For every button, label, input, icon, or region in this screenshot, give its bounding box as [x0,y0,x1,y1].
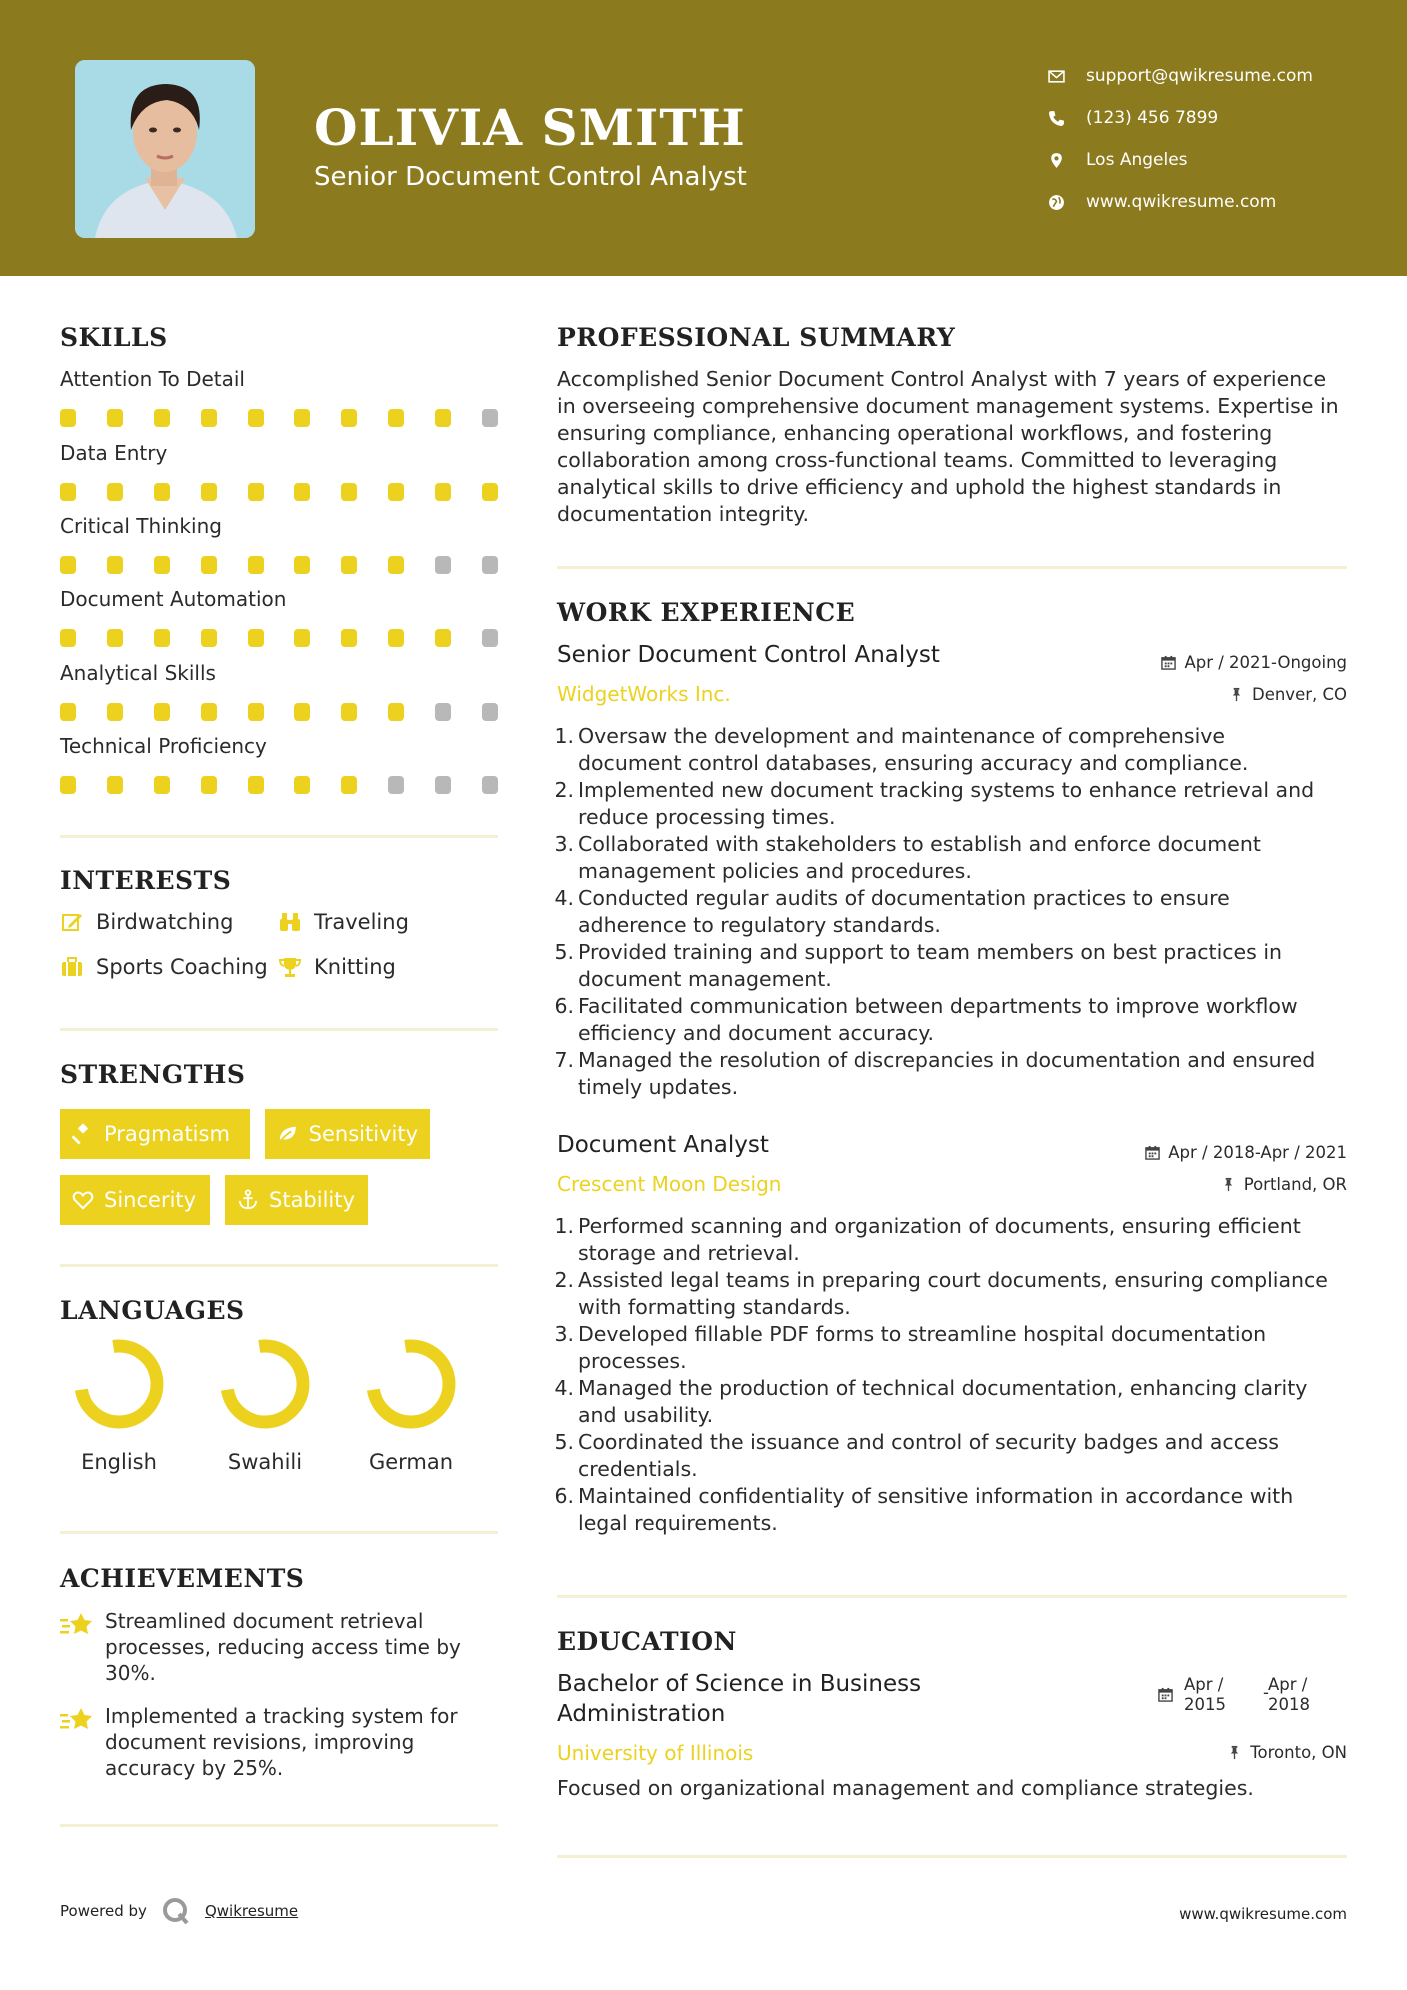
skill-dot [341,776,357,794]
skill-rating [60,629,498,647]
skill-dot [482,556,498,574]
skill-dot [154,409,170,427]
language-name: Swahili [227,1450,303,1474]
summary-text: Accomplished Senior Document Control Analyst with 7 years of experience in overseeing comprehensive document management systems. Expertise in ensuring compliance, enhancing operational workflows, and fostering collaboration among cross-functional teams. Committed to leveraging analytical skills to drive efficiency and uphold the highest standards in documentation integrity. [557,367,1339,526]
skill-dot [435,776,451,794]
bullet-number: 5. [554,1430,574,1454]
strength-tag [225,1175,368,1225]
section-divider [60,835,498,838]
skill-dot [107,703,123,721]
bullet-text: Oversaw the development and maintenance of comprehensive [578,724,1226,748]
skill-rating [60,409,498,427]
skill-dot [201,556,217,574]
skill-dot [107,409,123,427]
education-start-month: Apr / [1184,1675,1224,1694]
achievement-item [60,1608,498,1686]
bullet-text: adherence to regulatory standards. [578,913,941,937]
bullet-number: 5. [554,940,574,964]
achievement-text: Implemented a tracking system for document revisions, improving accuracy by 25%. [105,1704,458,1780]
anchor-icon [237,1189,259,1211]
location-pin-icon [1048,152,1086,169]
skill-dot [60,703,76,721]
skill-dot [435,703,451,721]
heart-icon [72,1189,94,1211]
bullet-text: and usability. [578,1403,714,1427]
job-bullet-line [552,777,1352,804]
job-bullet-line [552,993,1352,1020]
bullet-text: Managed the production of technical documentation, enhancing clarity [578,1376,1308,1400]
pushpin-icon [1229,687,1244,702]
skill-dot [388,776,404,794]
skill-dot [248,776,264,794]
skill-item [60,367,500,427]
interest-item [60,955,268,979]
phone-icon [1048,110,1086,127]
skill-dot [388,483,404,501]
bullet-text: Performed scanning and organization of documents, ensuring efficient [578,1214,1301,1238]
gavel-icon [72,1123,94,1145]
bullet-number: 3. [554,1322,574,1346]
summary-heading: PROFESSIONAL SUMMARY [557,323,956,352]
job-bullet-line [552,831,1352,858]
language-item [351,1338,471,1474]
job-bullet-line [552,1267,1352,1294]
strength-label: Stability [269,1188,355,1212]
skill-dot [294,629,310,647]
contact-location [1048,139,1388,181]
skill-dot [60,556,76,574]
education-end-month: Apr / [1268,1675,1308,1694]
interest-item [278,955,396,979]
skill-item [60,734,500,794]
bullet-number: 6. [554,1484,574,1508]
skill-dot [201,629,217,647]
bullet-number: 4. [554,886,574,910]
bullet-number [552,750,574,777]
language-level-ring [73,1338,165,1430]
job-bullet-line [552,1294,1352,1321]
bullet-text: Maintained confidentiality of sensitive information in accordance with [578,1484,1294,1508]
bullet-number [552,1456,574,1483]
bullet-number: 3. [554,832,574,856]
skill-dot [435,409,451,427]
shooting-star-icon [60,1610,94,1640]
bullet-number [552,966,574,993]
strength-label: Sincerity [104,1188,197,1212]
interest-label: Birdwatching [96,910,234,934]
bullet-number: 4. [554,1376,574,1400]
skill-dot [248,409,264,427]
job-bullet-list [552,723,1352,1101]
leaf-icon [277,1123,299,1145]
job-bullet-line [552,804,1352,831]
education-location-text: Toronto, ON [1250,1743,1347,1762]
skill-dot [294,409,310,427]
portrait-image [75,60,255,238]
bullet-text: Collaborated with stakeholders to establish and enforce document [578,832,1261,856]
section-divider [557,1855,1347,1858]
interest-label: Traveling [314,910,409,934]
language-level-ring [365,1338,457,1430]
skill-dot [201,409,217,427]
skill-dot [248,629,264,647]
contact-phone[interactable] [1048,97,1388,139]
bullet-text: timely updates. [578,1075,739,1099]
calendar-icon [1158,1687,1173,1702]
achievement-text: Streamlined document retrieval processes, reducing access time by 30%. [105,1609,461,1685]
strength-tag [265,1109,430,1159]
school-name: University of Illinois [557,1741,754,1765]
achievements-heading: ACHIEVEMENTS [60,1564,305,1593]
job-dates-text: Apr / 2018-Apr / 2021 [1168,1143,1347,1162]
trophy-icon [278,955,302,979]
skill-dot [154,703,170,721]
interest-item [278,910,409,934]
job-bullet-line [552,1375,1352,1402]
skill-dot [60,629,76,647]
section-divider [60,1028,498,1031]
contact-email[interactable] [1048,55,1388,97]
section-divider [60,1531,498,1534]
job-bullet-line [552,1321,1352,1348]
skill-name: Analytical Skills [60,661,216,685]
job-bullet-line [552,858,1352,885]
bullet-number [552,1402,574,1429]
skill-dot [154,483,170,501]
skill-dot [482,776,498,794]
language-name: German [368,1450,454,1474]
skill-dot [294,556,310,574]
binoculars-icon [278,910,302,934]
bullet-text: Managed the resolution of discrepancies in documentation and ensured [578,1048,1316,1072]
shooting-star-icon [60,1705,94,1735]
job-bullet-line [552,1456,1352,1483]
skill-dot [294,483,310,501]
skill-dot [341,703,357,721]
languages-heading: LANGUAGES [60,1296,245,1325]
language-level-arc [227,1346,303,1422]
job-dates [1161,653,1347,672]
contact-website[interactable] [1048,181,1388,223]
powered-by-text: Powered by [60,1902,147,1920]
contact-location-text: Los Angeles [1086,150,1188,170]
job-bullet-line [552,1047,1352,1074]
skill-dot [201,483,217,501]
skill-dot [107,556,123,574]
skill-dot [341,629,357,647]
education-description: Focused on organizational management and compliance strategies. [557,1776,1254,1800]
skill-name: Technical Proficiency [60,734,267,758]
skill-dot [435,483,451,501]
resume-header [0,0,1407,276]
skill-dot [107,776,123,794]
language-item [205,1338,325,1474]
skill-name: Document Automation [60,587,287,611]
bullet-text: reduce processing times. [578,805,836,829]
skill-rating [60,556,498,574]
calendar-icon [1145,1145,1160,1160]
skill-item [60,514,500,574]
job-bullet-list [552,1213,1352,1537]
bullet-text: processes. [578,1349,687,1373]
language-name: English [81,1450,157,1474]
job-dates-text: Apr / 2021-Ongoing [1184,653,1347,672]
skill-rating [60,776,498,794]
bullet-number [552,1020,574,1047]
bullet-number: 2. [554,1268,574,1292]
achievement-item [60,1703,498,1781]
strength-label: Pragmatism [104,1122,230,1146]
skill-item [60,587,500,647]
skill-name: Data Entry [60,441,168,465]
pushpin-icon [1227,1745,1242,1760]
job-bullet-line [552,1240,1352,1267]
pushpin-icon [1221,1177,1236,1192]
job-location-text: Portland, OR [1243,1175,1347,1194]
skill-item [60,441,500,501]
bullet-text: Provided training and support to team members on best practices in [578,940,1283,964]
job-bullet-line [552,1402,1352,1429]
skill-dot [341,409,357,427]
skill-dot [107,629,123,647]
skill-dot [388,409,404,427]
skill-dot [341,483,357,501]
skill-dot [201,776,217,794]
skill-dot [154,556,170,574]
skill-rating [60,703,498,721]
bullet-number: 7. [554,1048,574,1072]
interest-label: Sports Coaching [96,955,268,979]
bullet-number [552,1074,574,1101]
skill-dot [482,483,498,501]
skill-dot [294,703,310,721]
profile-photo [75,60,255,238]
bullet-text: Assisted legal teams in preparing court documents, ensuring compliance [578,1268,1328,1292]
candidate-title: Senior Document Control Analyst [314,162,747,192]
bullet-number: 6. [554,994,574,1018]
bullet-number: 1. [554,724,574,748]
skill-dot [388,703,404,721]
contact-email-text: support@qwikresume.com [1086,66,1313,86]
section-divider [60,1824,498,1827]
bullet-number: 2. [554,778,574,802]
skill-dot [60,409,76,427]
bullet-number: 1. [554,1214,574,1238]
bullet-text: credentials. [578,1457,698,1481]
interests-heading: INTERESTS [60,866,232,895]
education-heading: EDUCATION [557,1627,737,1656]
job-bullet-line [552,966,1352,993]
skill-name: Attention To Detail [60,367,245,391]
job-dates [1145,1143,1347,1162]
interest-item [60,910,233,934]
section-divider [557,566,1347,569]
skill-dot [482,409,498,427]
job-bullet-line [552,1483,1352,1510]
skill-dot [435,629,451,647]
job-bullet-line [552,1429,1352,1456]
job-role: Document Analyst [557,1132,769,1158]
skill-name: Critical Thinking [60,514,222,538]
date-separator: - [1263,1683,1269,1702]
pencil-icon [60,910,84,934]
skill-dot [341,556,357,574]
job-bullet-line [552,723,1352,750]
bullet-text: efficiency and document accuracy. [578,1021,935,1045]
calendar-icon [1161,655,1176,670]
bullet-number [552,1510,574,1537]
bullet-text: Coordinated the issuance and control of security badges and access [578,1430,1279,1454]
bullet-text: Implemented new document tracking systems to enhance retrieval and [578,778,1315,802]
bullet-text: storage and retrieval. [578,1241,800,1265]
qwikresume-link[interactable]: Qwikresume [204,1902,299,1920]
job-bullet-line [552,1510,1352,1537]
degree-line-1: Bachelor of Science in Business [557,1671,922,1697]
bullet-text: with formatting standards. [578,1295,851,1319]
work-experience-heading: WORK EXPERIENCE [557,598,856,627]
job-bullet-line [552,1213,1352,1240]
interest-label: Knitting [314,955,396,979]
language-level-arc [373,1346,449,1422]
education-end-year: 2018 [1268,1695,1310,1714]
bullet-number [552,1294,574,1321]
language-item [59,1338,179,1474]
strength-tag [60,1109,250,1159]
bullet-number [552,804,574,831]
footer-website[interactable]: www.qwikresume.com [1179,1905,1347,1923]
bullet-text: Conducted regular audits of documentation practices to ensure [578,886,1230,910]
skill-dot [60,483,76,501]
job-bullet-line [552,912,1352,939]
job-bullet-line [552,1348,1352,1375]
bullet-text: management policies and procedures. [578,859,972,883]
job-location [1221,1175,1347,1194]
bullet-text: Facilitated communication between departments to improve workflow [578,994,1298,1018]
section-divider [557,1595,1347,1598]
job-location [1229,685,1347,704]
education-location [1227,1743,1347,1762]
strength-label: Sensitivity [308,1122,418,1146]
mail-icon [1048,68,1086,85]
bullet-text: document management. [578,967,832,991]
education-start-year: 2015 [1184,1695,1226,1714]
contact-list [1048,55,1388,223]
qwikresume-logo-icon [161,1896,191,1926]
skill-dot [248,556,264,574]
bullet-number [552,1348,574,1375]
section-divider [60,1264,498,1267]
skill-rating [60,483,498,501]
company-name: WidgetWorks Inc. [557,682,731,706]
skill-dot [60,776,76,794]
bullet-number [552,1240,574,1267]
degree-line-2: Administration [557,1701,726,1727]
footer-powered-by [60,1896,298,1926]
skill-dot [201,703,217,721]
language-level-arc [81,1346,157,1422]
bullet-number [552,858,574,885]
job-role: Senior Document Control Analyst [557,642,940,668]
skill-dot [388,556,404,574]
skill-dot [154,629,170,647]
bullet-number [552,912,574,939]
bullet-text: document control databases, ensuring accuracy and compliance. [578,751,1249,775]
job-bullet-line [552,750,1352,777]
strength-tag [60,1175,210,1225]
skill-dot [107,483,123,501]
globe-icon [1048,194,1086,211]
bullet-text: legal requirements. [578,1511,778,1535]
candidate-name: OLIVIA SMITH [314,98,746,157]
job-bullet-line [552,885,1352,912]
skill-dot [154,776,170,794]
job-location-text: Denver, CO [1251,685,1347,704]
language-level-ring [219,1338,311,1430]
skills-heading: SKILLS [60,323,168,352]
company-name: Crescent Moon Design [557,1172,782,1196]
skill-dot [294,776,310,794]
skill-dot [388,629,404,647]
job-bullet-line [552,1074,1352,1101]
skill-dot [435,556,451,574]
skill-dot [482,629,498,647]
skill-item [60,661,500,721]
job-bullet-line [552,939,1352,966]
skill-dot [482,703,498,721]
briefcase-icon [60,955,84,979]
contact-website-text: www.qwikresume.com [1086,192,1277,212]
skill-dot [248,703,264,721]
contact-phone-text: (123) 456 7899 [1086,108,1219,128]
skill-dot [248,483,264,501]
bullet-text: Developed fillable PDF forms to streamline hospital documentation [578,1322,1267,1346]
job-bullet-line [552,1020,1352,1047]
strengths-heading: STRENGTHS [60,1060,246,1089]
